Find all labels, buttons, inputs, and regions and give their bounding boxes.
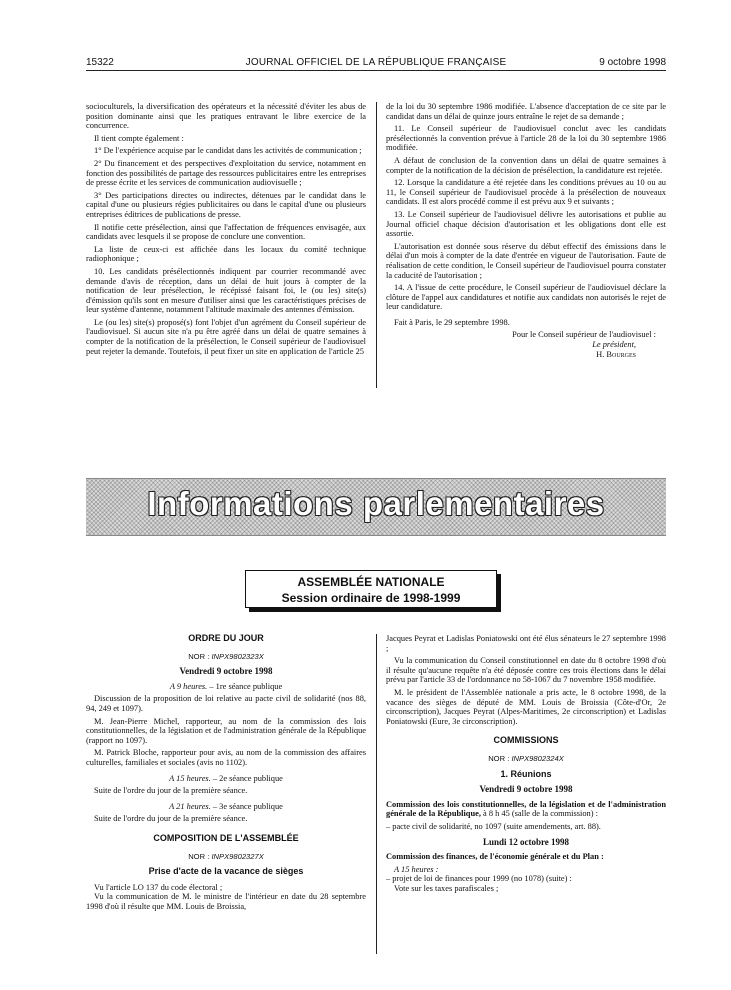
section-heading: ORDRE DU JOUR <box>188 633 264 643</box>
assembly-title: ASSEMBLÉE NATIONALE <box>297 575 445 589</box>
section-banner <box>86 478 666 536</box>
subheading: 1. Réunions <box>500 768 552 779</box>
paragraph: Vu la communication de M. le ministre de l'intérieur en date du 28 septembre 1998 d'où il résulte que MM. Louis de Broissia, <box>86 892 366 911</box>
paragraph: 3° Des participations directes ou indirectes, détenues par le candidat dans le capital d'une ou plusieurs régies publicitaires ou dans le capital d'une ou plusieurs entreprises éditrices de publications de presse. <box>86 190 366 219</box>
subheading: Prise d'acte de la vacance de sièges <box>148 866 304 877</box>
paragraph: Vu l'article LO 137 du code électoral ; <box>94 882 223 892</box>
nor-line: NOR : INPX9802323X <box>188 651 264 661</box>
column-divider <box>376 102 377 388</box>
paragraph: Discussion de la proposition de loi relative au pacte civil de solidarité (nos 88, 94, 249 et 1097). <box>86 694 366 713</box>
nor-line: NOR : INPX9802324X <box>488 753 564 763</box>
header-rule <box>86 70 666 71</box>
paragraph: Le (ou les) site(s) proposé(s) font l'objet d'un agrément du Conseil supérieur de l'audiovisuel. Si aucun site n'a pu être agréé dans un délai de quatre semaines à compter de la notification de la présélection, le Conseil supérieur de l'audiovisuel peut rejeter la demande. Toutefois, il peut fixer un site en application de l'article 25 <box>86 317 366 356</box>
paragraph: A défaut de conclusion de la convention dans un délai de quatre semaines à compter de la notification de la décision de présélection, la candidature est rejetée. <box>386 155 666 175</box>
paragraph: L'autorisation est donnée sous réserve du début effectif des émissions dans le délai d'un mois à compter de la date d'entrée en vigueur de l'autorisation. Faute de réalisation de cette condition, le Conseil supérieur de l'audiovisuel pourra constater la caducité de l'autorisation ; <box>386 241 666 280</box>
paragraph: de la loi du 30 septembre 1986 modifiée. L'absence d'acceptation de ce site par le candidat dans un délai de quinze jours entraîne le rejet de sa demande ; <box>386 102 666 121</box>
issue-date: 9 octobre 1998 <box>599 57 666 68</box>
commission-entry: Commission des lois constitutionnelles, de la législation et de l'administration générale de la République, à 8 h 45 (salle de la commission) : <box>386 799 666 819</box>
bottom-left-column <box>86 634 366 914</box>
section-heading: COMPOSITION DE L'ASSEMBLÉE <box>153 832 299 843</box>
paragraph: La liste de ceux-ci est affichée dans les locaux du comité technique radiophonique ; <box>86 244 366 264</box>
column-divider <box>376 634 377 954</box>
paragraph: Vu la communication du Conseil constitutionnel en date du 8 octobre 1998 d'où il résulte qu'aucune requête n'a été déposée contre ces trois élections dans le délai prévu par l'article 33 de l'ordonnance no 58-1067 du 7 novembre 1958 modifiée. <box>386 656 666 685</box>
commission-entry: Commission des finances, de l'économie générale et du Plan : <box>386 852 604 862</box>
journal-title: JOURNAL OFFICIEL DE LA RÉPUBLIQUE FRANÇAISE <box>245 57 507 68</box>
paragraph: 1° De l'expérience acquise par le candidat dans les activités de communication ; <box>94 146 362 156</box>
paragraph: Jacques Peyrat et Ladislas Poniatowski ont été élus sénateurs le 27 septembre 1998 ; <box>386 634 666 653</box>
banner-title: Informations parlementaires <box>147 485 605 522</box>
paragraph: socioculturels, la diversification des opérateurs et la nécessité d'éviter les abus de position dominante ainsi que les pratiques entravant le libre exercice de la concurrence. <box>86 102 366 131</box>
paragraph: 13. Le Conseil supérieur de l'audiovisuel délivre les autorisations et publie au Journal officiel chaque décision d'autorisation et les obligations dont elle est assortie. <box>386 209 666 239</box>
section-heading: COMMISSIONS <box>493 735 559 746</box>
paragraph: Suite de l'ordre du jour de la première séance. <box>94 786 248 796</box>
paragraph: M. Patrick Bloche, rapporteur pour avis, au nom de la commission des affaires culturelles, familiales et sociales (avis no 1102). <box>86 748 366 767</box>
signature-role: Le président, <box>592 340 636 350</box>
session-line: A 15 heures. – 2e séance publique <box>169 773 283 783</box>
paragraph: Il tient compte également : <box>94 133 184 143</box>
signature-name: H. Bourges <box>596 349 636 359</box>
signature-for: Pour le Conseil supérieur de l'audiovisuel : <box>512 330 656 340</box>
page-number: 15322 <box>86 57 114 68</box>
paragraph: Il notifie cette présélection, ainsi que l'affectation de fréquences envisagée, aux candidats avec lesquels il se propose de conclure une convention. <box>86 222 366 242</box>
page-header <box>86 57 666 69</box>
paragraph: 2° Du financement et des perspectives d'exploitation du service, notamment en fonction des possibilités de partage des ressources publicitaires entre les entreprises de presse écrite et les services de communication audiovisuelle ; <box>86 158 367 188</box>
paragraph: Suite de l'ordre du jour de la première séance. <box>94 814 248 824</box>
bottom-right-column <box>386 634 666 896</box>
day-heading: Lundi 12 octobre 1998 <box>482 836 570 847</box>
agenda-subitem: Vote sur les taxes parafiscales ; <box>394 883 499 893</box>
agenda-item: – pacte civil de solidarité, no 1097 (suite amendements, art. 88). <box>386 821 601 831</box>
assembly-box <box>245 570 497 608</box>
paragraph: 12. Lorsque la candidature a été rejetée dans les conditions prévues au 10 ou au 11, le Conseil supérieur de l'audiovisuel procède à la présélection de nouveaux candidats. Il est alors procédé comme il est prévu aux 9 et suivants ; <box>386 178 666 207</box>
agenda-item: – projet de loi de finances pour 1999 (no 1078) (suite) : <box>386 874 572 884</box>
day-heading: Vendredi 9 octobre 1998 <box>479 784 573 795</box>
paragraph: 10. Les candidats présélectionnés indiquent par courrier recommandé avec demande d'avis de réception, dans un délai de huit jours à compter de la notification de leur présélection, le récépissé faisant foi, le (ou les) site(s) d'émission qu'ils sont en mesure d'utiliser ainsi que les caractéristiques précises de leur système d'antenne, notamment l'altitude maximale des antennes d'émission. <box>86 266 366 315</box>
nor-line: NOR : INPX9802327X <box>188 851 264 861</box>
session-time: A 15 heures : <box>394 864 439 874</box>
signature-place-date: Fait à Paris, le 29 septembre 1998. <box>394 317 510 327</box>
day-heading: Vendredi 9 octobre 1998 <box>179 666 273 677</box>
top-right-column <box>386 102 666 359</box>
paragraph: 11. Le Conseil supérieur de l'audiovisuel conclut avec les candidats présélectionnés la convention prévue à l'article 28 de la loi du 30 septembre 1986 modifiée. <box>386 124 666 153</box>
session-line: A 21 heures. – 3e séance publique <box>169 801 283 811</box>
paragraph: M. le président de l'Assemblée nationale a pris acte, le 8 octobre 1998, de la vacance des sièges de député de MM. Louis de Broissia (Côte-d'Or, 2e circonscription), Jacques Peyrat (Alpes-Maritimes, 2e circonscription) et Ladislas Poniatowski (Eure, 3e circonscription). <box>386 687 666 726</box>
top-left-column <box>86 102 366 359</box>
paragraph: M. Jean-Pierre Michel, rapporteur, au nom de la commission des lois constitutionnelles, de la législation et de l'administration générale de la République (rapport no 1097). <box>86 716 366 745</box>
paragraph: 14. A l'issue de cette procédure, le Conseil supérieur de l'audiovisuel déclare la clôture de l'appel aux candidatures et notifie aux candidats non autorisés le rejet de leur candidature. <box>386 283 666 312</box>
session-title: Session ordinaire de 1998-1999 <box>281 591 461 605</box>
session-line: A 9 heures. – 1re séance publique <box>169 681 283 691</box>
